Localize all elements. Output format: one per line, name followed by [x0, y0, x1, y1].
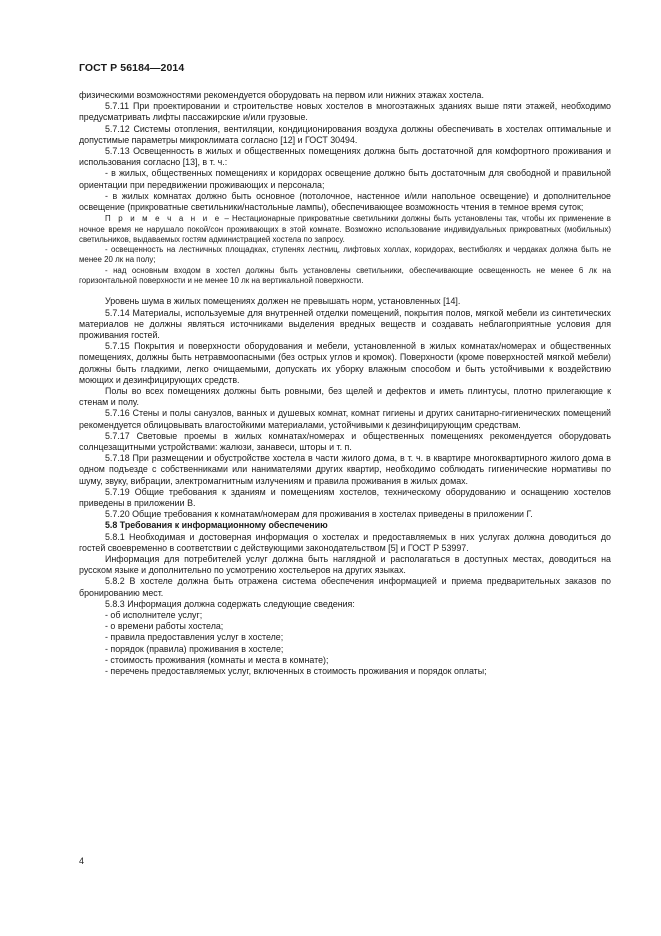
p-5-8-1: 5.8.1 Необходимая и достоверная информация о хостелах и предоставляемых в них услугах должна доводиться до гостей своевременно в соответствии с действующими законодательством [5] и ГОСТ Р 53997.: [79, 531, 611, 553]
section-5-7-part-1: [79, 90, 611, 213]
p-5-7-18: 5.7.18 При размещении и обустройстве хостела в части жилого дома, в т. ч. в квартире многоквартирного жилого дома в одном подъезде с собственниками или нанимателями других квартир, необходимо соблюдать гигиенические нормативы по шуму, звуку, вибрации, электромагнитным излучениям и правила проживания в жилых домах.: [79, 453, 611, 486]
info-list: [79, 610, 611, 677]
list-item: - правила предоставления услуг в хостеле;: [105, 632, 284, 643]
p-floors: Полы во всех помещениях должны быть ровными, без щелей и дефектов и иметь плинтусы, плотно прилегающие к стенам и полу.: [79, 385, 611, 408]
p-5-8-3: 5.8.3 Информация должна содержать следующие сведения:: [105, 598, 355, 609]
note-paragraph: [79, 214, 611, 245]
p-5-8-2: 5.8.2 В хостеле должна быть отражена система обеспечения информацией и приема предварительных заказов по бронированию мест.: [79, 576, 611, 598]
p-5-7-13-b: - в жилых комнатах должно быть основное (потолочное, настенное и/или напольное освещение) и дополнительное освещение (прикроватные светильники/настольные лампы), обеспечивающее возможность чтения в темное время суток;: [79, 190, 611, 213]
note-block: [79, 214, 611, 286]
page-body: [79, 90, 611, 677]
list-item: - порядок (правила) проживания в хостеле;: [105, 643, 284, 654]
p-5-7-19: 5.7.19 Общие требования к зданиям и помещениям хостелов, техническому оборудованию и оснащению хостелов приведены в приложении В.: [79, 486, 611, 508]
section-heading: 5.8 Требования к информационному обеспечению: [105, 520, 328, 531]
page-number: 4: [79, 856, 85, 866]
section-5-8: [79, 532, 611, 610]
p-5-7-12: 5.7.12 Системы отопления, вентиляции, кондиционирования воздуха должны обеспечивать в хостелах оптимальные и допустимые параметры микроклимата согласно [12] и ГОСТ 30494.: [79, 123, 611, 145]
list-item: - стоимость проживания (комнаты и места в комнате);: [105, 654, 329, 665]
list-item: - перечень предоставляемых услуг, включенных в стоимость проживания и порядок оплаты;: [105, 666, 487, 677]
page-header: ГОСТ Р 56184—2014: [79, 62, 185, 74]
p-noise: Уровень шума в жилых помещениях должен не превышать норм, установленных [14].: [105, 296, 461, 307]
note-item-stairs: - освещенность на лестничных площадках, ступенях лестниц, лифтовых холлах, коридорах, вестибюлях и чердаках должна быть не менее 20 лк на полу;: [79, 245, 611, 265]
p-5-7-15: 5.7.15 Покрытия и поверхности оборудования и мебели, установленной в жилых комнатах/номерах и общественных помещениях, должны быть нетравмоопасными (без острых углов и кромок). Поверхности (кроме поверхностей мягкой мебели) должны быть гладкими, легко очищаемыми, допускать их уборку влажным способом и быть устойчивыми к воздействию моющих и дезинфицирующих средств.: [79, 341, 611, 385]
p-5-7-17: 5.7.17 Световые проемы в жилых комнатах/номерах и общественных помещениях рекомендуется оборудовать солнцезащитными устройствами: жалюзи, занавеси, шторы и т. п.: [79, 430, 611, 452]
p-5-7-11: 5.7.11 При проектировании и строительстве новых хостелов в многоэтажных зданиях выше пяти этажей, необходимо предусматривать лифты пассажирские и/или грузовые.: [79, 101, 611, 123]
note-item-entrance: - над основным входом в хостел должны быть установлены светильники, обеспечивающие освещенность не менее 6 лк на горизонтальной поверхности и не менее 10 лк на вертикальной поверхности.: [79, 265, 611, 286]
p-5-7-20: 5.7.20 Общие требования к комнатам/номерам для проживания в хостелах приведены в приложении Г.: [105, 509, 533, 520]
p-consumers: Информация для потребителей услуг должна быть наглядной и располагаться в доступных местах, доводиться на русском языке и дополнительно по усмотрению хостельеров на других языках.: [79, 553, 611, 576]
p-5-7-13-a: - в жилых, общественных помещениях и коридорах освещение должно быть достаточным для свободной и правильной ориентации при передвижении проживающих и персонала;: [79, 168, 611, 190]
note-text: – Нестационарные прикроватные светильники должны быть установлены так, чтобы их применение в ночное время не нарушало покой/сон проживающих в этой комнате. Возможно использование индивидуальных прикроватных (мобильных) светильников, выдаваемых гостям администрацией хостела по запросу.: [79, 214, 611, 244]
p-5-7-14: 5.7.14 Материалы, используемые для внутренней отделки помещений, покрытия полов, мягкой мебели из синтетических материалов не должны являться источниками выделения вредных веществ и создавать неблагоприятные условия для проживания гостей.: [79, 307, 611, 340]
list-item: - об исполнителе услуг;: [105, 610, 203, 620]
p-5-7-13: 5.7.13 Освещенность в жилых и общественных помещениях должна быть достаточной для комфортного проживания и использования согласно [13], в т. ч.:: [79, 146, 611, 168]
p-5-7-16: 5.7.16 Стены и полы санузлов, ванных и душевых комнат, комнат гигиены и других санитарно-гигиенических помещений рекомендуется облицовывать влагостойкими материалами, устойчивыми к дезинфицирующим средствам.: [79, 408, 611, 430]
list-item: - о времени работы хостела;: [105, 621, 224, 632]
section-5-7-part-2: [79, 296, 611, 520]
p-intro: физическими возможностями рекомендуется оборудовать на первом или нижних этажах хостела.: [79, 90, 484, 100]
note-label: П р и м е ч а н и е: [105, 214, 222, 224]
